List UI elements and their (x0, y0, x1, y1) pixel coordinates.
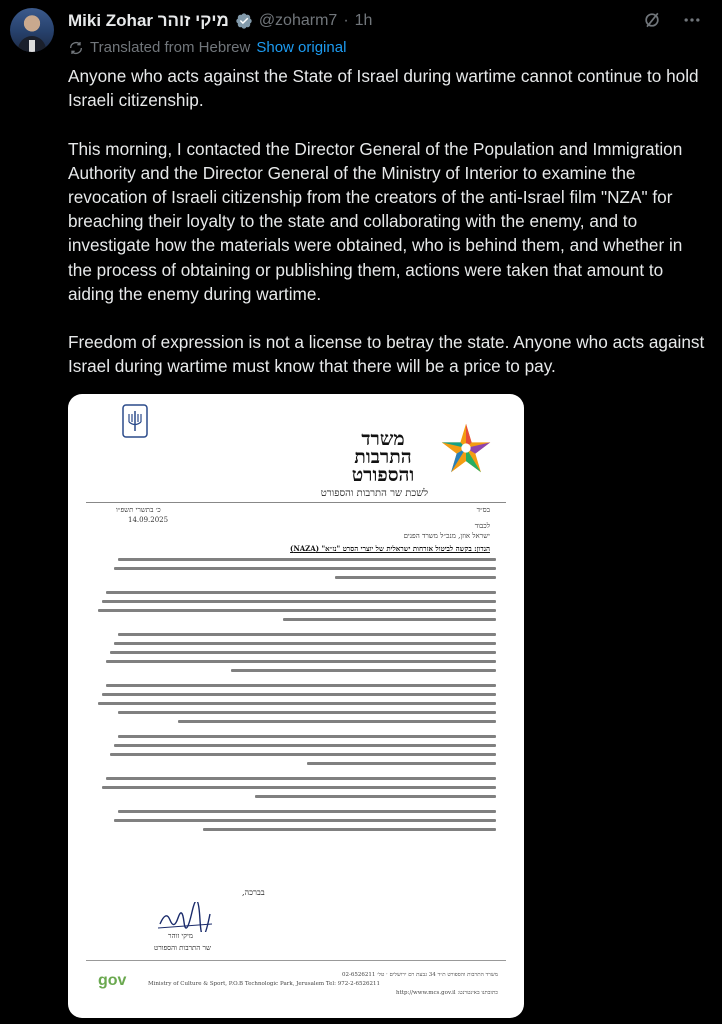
letter-text-line (102, 600, 496, 603)
office-line: לשכת שר התרבות והספורט (320, 488, 428, 499)
ministry-name: משרד התרבות והספורט (351, 428, 415, 486)
signature-icon (156, 902, 216, 932)
letter-date: 14.09.2025 (128, 516, 169, 524)
letter-text-line (118, 711, 496, 714)
letter-footer-line: משרד התרבות והספורט ת״ד 34 גבעת רם ירושלים · טל׳ 02-6526211 (342, 972, 498, 978)
letter-text-line (203, 828, 496, 831)
letter-text-line (283, 618, 496, 621)
post-paragraph: Anyone who acts against the State of Israel during wartime cannot continue to hold Israeli citizenship. (68, 66, 699, 111)
letter-closing: בברכה, (242, 888, 265, 897)
separator-dot: · (343, 12, 349, 29)
letter-text-line (110, 753, 496, 756)
letter-body (94, 558, 496, 843)
letter-text-line (106, 591, 496, 594)
post-text (68, 64, 708, 403)
letter-paragraph-gap (94, 627, 496, 633)
letter-paragraph-gap (94, 837, 496, 843)
letter-text-line (118, 810, 496, 813)
letter-to: לכבוד (474, 522, 490, 530)
letter-divider (86, 502, 506, 503)
post-header (68, 10, 372, 32)
author-avatar[interactable] (10, 8, 54, 52)
state-emblem-icon (122, 404, 148, 438)
letter-text-line (118, 558, 496, 561)
post-paragraph: This morning, I contacted the Director General of the Population and Immigration Authority and the Director General of the Ministry of Interior to examine the revocation of Israeli citizenship from the creators of the anti-Israel film "NZA" for breaching their loyalty to the state and collaborating with the enemy, and to investigate how the materials were obtained, who is behind them, and whether in the process of obtaining or publishing them, actions were taken that amount to aiding the enemy during wartime. (68, 138, 683, 304)
gov-logo (98, 972, 126, 990)
signer-title: שר התרבות והספורט (154, 944, 211, 952)
verified-badge-icon (235, 12, 253, 30)
more-icon[interactable] (682, 10, 702, 30)
letter-header-mark: בס״ד (476, 506, 490, 514)
attached-letter-image[interactable] (68, 394, 524, 1018)
letter-text-line (102, 786, 496, 789)
letter-text-line (106, 777, 496, 780)
footer-divider (86, 960, 506, 961)
show-original-link[interactable]: Show original (256, 39, 347, 56)
letter-text-line (114, 567, 496, 570)
letter-text-line (114, 744, 496, 747)
letter-subject: הנדון: בקשה לביטול אזרחות ישראלית של יוצרי הסרט "נז״א" (NAZA) (290, 544, 490, 553)
avatar-shirt (29, 40, 35, 52)
letter-text-line (114, 819, 496, 822)
letter-text-line (307, 762, 496, 765)
letter-text-line (106, 660, 496, 663)
post-actions-top (642, 10, 702, 30)
ministry-logo-icon (438, 420, 494, 476)
letter-text-line (102, 693, 496, 696)
letter-paragraph-gap (94, 804, 496, 810)
letter-text-line (118, 735, 496, 738)
author-handle[interactable]: @zoharm7 (258, 12, 338, 29)
letter-footer-line: Ministry of Culture & Sport, P.O.B Technologic Park, Jerusalem Tel: 972-2-6526211 (148, 981, 380, 987)
letter-text-line (114, 642, 496, 645)
letter-text-line (118, 633, 496, 636)
letter-text-line (98, 609, 496, 612)
letter-text-line (255, 795, 496, 798)
translation-notice (68, 39, 346, 56)
letter-paragraph-gap (94, 729, 496, 735)
post-paragraph: Freedom of expression is not a license to betray the state. Anyone who acts against Israel during wartime must know that there will be a price to pay. (68, 332, 705, 377)
signer-name: מיקי זוהר (168, 932, 193, 940)
letter-footer-line: כתובתנו באינטרנט: http://www.mcs.gov.il (395, 990, 498, 996)
translated-label: Translated from Hebrew (90, 39, 251, 56)
letter-recipient: ישראל אוזן, מנכ״ל משרד הפנים (403, 532, 490, 540)
gov-logo-text: gov (98, 972, 127, 989)
grok-icon[interactable] (642, 10, 662, 30)
translate-icon (68, 40, 84, 56)
letter-text-line (231, 669, 496, 672)
letter-text-line (106, 684, 496, 687)
letter-paragraph-gap (94, 678, 496, 684)
letter-document (68, 394, 524, 1018)
letter-text-line (178, 720, 496, 723)
post-time[interactable]: 1h (354, 12, 373, 29)
letter-paragraph-gap (94, 771, 496, 777)
letter-text-line (98, 702, 496, 705)
letter-text-line (335, 576, 496, 579)
author-name[interactable]: Miki Zohar מיקי זוהר (68, 11, 229, 30)
letter-hebrew-date: כ׳ בתשרי תשפ״ו (116, 506, 161, 514)
letter-text-line (110, 651, 496, 654)
